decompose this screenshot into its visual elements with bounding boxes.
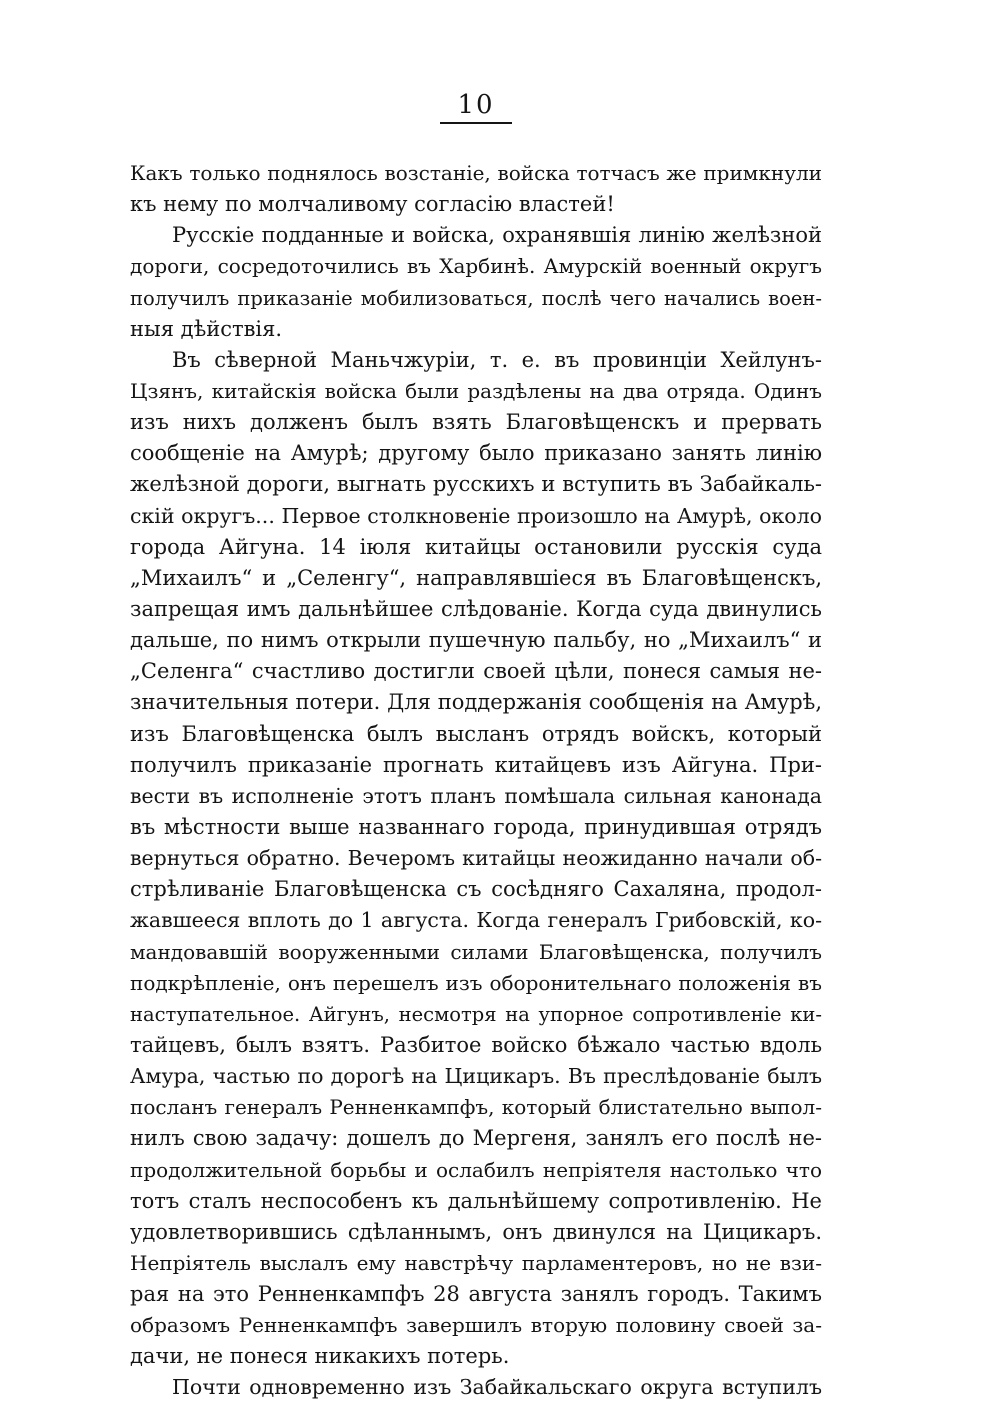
text-line: подкрѣпленіе, онъ перешелъ изъ оборонительнаго положенія въ [130,970,822,995]
text-line: рая на это Ренненкампфъ 28 августа занялъ городъ. Такимъ [130,1282,822,1307]
text-line: наступательное. Айгунъ, несмотря на упорное сопротивленіе ки- [130,1002,822,1026]
text-line: получилъ приказаніе прогнать китайцевъ изъ Айгуна. При- [130,752,822,777]
text-line: Русскіе подданные и войска, охранявшія линію желѣзной [172,223,822,248]
text-line: образомъ Ренненкампфъ завершилъ вторую половину своей за- [130,1313,822,1338]
text-line: жавшееся вплоть до 1 августа. Когда генералъ Грибовскій, ко- [130,908,822,933]
text-line: тотъ сталъ неспособенъ къ дальнѣйшему сопротивленію. Не [130,1188,822,1213]
text-line: Въ сѣверной Маньчжуріи, т. е. въ провинціи Хейлунъ- [172,347,822,372]
text-line: Цзянъ, китайскія войска были раздѣлены на два отряда. Одинъ [130,378,822,403]
page-number-rule [440,122,512,124]
text-line: тайцевъ, былъ взятъ. Разбитое войско бѣжало частью вдоль [130,1032,822,1057]
text-line: дороги, сосредоточились въ Харбинѣ. Амурскій военный округъ [130,254,822,279]
text-line: значительныя потери. Для поддержанія сообщенія на Амурѣ, [130,690,822,715]
text-line: въ мѣстности выше названнаго города, принудившая отрядъ [130,814,822,839]
text-line: нилъ свою задачу: дошелъ до Мергеня, занялъ его послѣ не- [130,1126,822,1151]
page-number: 10 [457,90,495,120]
text-line: Почти одновременно изъ Забайкальскаго округа вступилъ [172,1375,822,1400]
text-line: мандовавшій вооруженными силами Благовѣщенска, получилъ [130,939,822,964]
text-line: вести въ исполненіе этотъ планъ помѣшала сильная канонада [130,783,822,808]
text-line: запрещая имъ дальнѣйшее слѣдованіе. Когда суда двинулись [130,596,822,621]
page-header [440,88,512,124]
text-line: „Селенга“ счастливо достигли своей цѣли, понеся самыя не- [130,659,822,684]
text-line: желѣзной дороги, выгнать русскихъ и вступить въ Забайкаль- [130,472,822,497]
text-line: дальше, по нимъ открыли пушечную пальбу, но „Михаилъ“ и [130,628,822,653]
text-line: скій округъ... Первое столкновеніе произошло на Амурѣ, около [130,503,822,528]
text-line: Амура, частью по дорогѣ на Цицикаръ. Въ преслѣдованіе былъ [130,1064,822,1089]
text-line: къ нему по молчаливому согласію властей! [130,192,615,217]
text-line: изъ нихъ долженъ былъ взять Благовѣщенскъ и прервать [130,410,822,435]
text-line: посланъ генералъ Ренненкампфъ, который блистательно выпол- [130,1095,822,1120]
text-line: Какъ только поднялось возстаніе, войска тотчасъ же примкнули [130,161,822,185]
text-line: продолжительной борьбы и ослабилъ непріятеля настолько что [130,1157,822,1182]
text-line: сообщеніе на Амурѣ; другому было приказано занять линію [130,441,822,466]
text-line: удовлетворившись сдѣланнымъ, онъ двинулся на Цицикаръ. [130,1219,822,1244]
text-line: ныя дѣйствія. [130,316,283,341]
text-line: получилъ приказаніе мобилизоваться, послѣ чего начались воен- [130,286,822,310]
text-line: вернуться обратно. Вечеромъ китайцы неожиданно начали об- [130,846,822,871]
text-line: дачи, не понеся никакихъ потерь. [130,1344,510,1369]
text-line: города Айгуна. 14 іюля китайцы остановили русскія суда [130,534,822,559]
text-line: Непріятель выслалъ ему навстрѣчу парламентеровъ, но не взи- [130,1250,822,1275]
body-text [130,158,822,1404]
text-line: изъ Благовѣщенска былъ высланъ отрядъ войскъ, который [130,721,822,746]
text-line: стрѣливаніе Благовѣщенска съ сосѣдняго Сахаляна, продол- [130,877,822,902]
text-line: „Михаилъ“ и „Селенгу“, направлявшіеся въ Благовѣщенскъ, [130,565,822,590]
